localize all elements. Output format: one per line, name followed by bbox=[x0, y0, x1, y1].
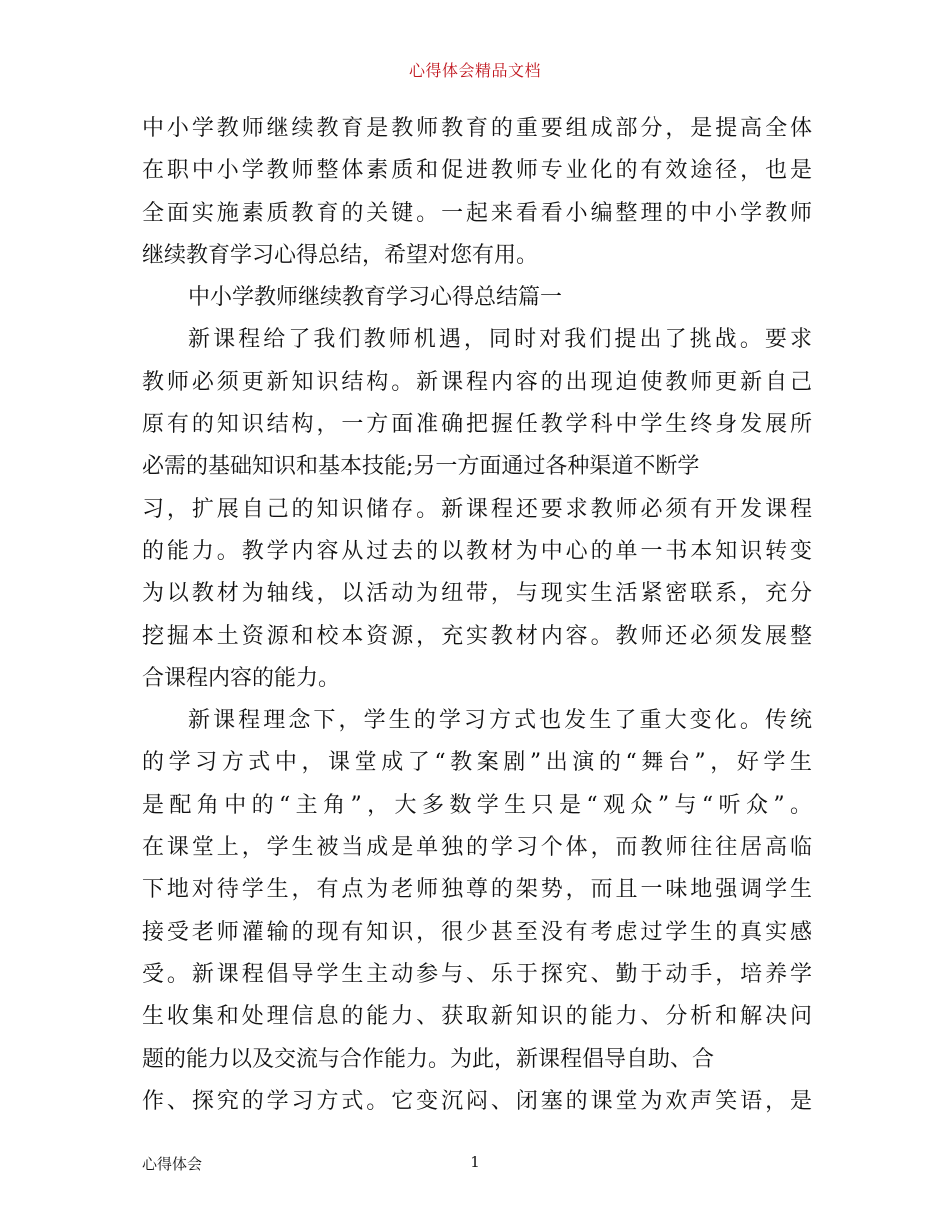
text-line: 题的能力以及交流与合作能力。为此，新课程倡导自助、合 bbox=[142, 1046, 715, 1072]
text-line: 教师必须更新知识结构。新课程内容的出现迫使教师更新自己 bbox=[142, 369, 812, 395]
text-line: 下地对待学生，有点为老师独尊的架势，而且一味地强调学生 bbox=[142, 877, 812, 903]
text-line: 是配角中的“主角”，大多数学生只是“观众”与“听众”。 bbox=[142, 792, 812, 818]
text-line: 新课程理念下，学生的学习方式也发生了重大变化。传统 bbox=[188, 708, 812, 734]
text-line: 必需的基础知识和基本技能;另一方面通过各种渠道不断学 bbox=[142, 454, 700, 480]
text-line: 为以教材为轴线，以活动为纽带，与现实生活紧密联系，充分 bbox=[142, 581, 812, 607]
text-line: 在课堂上，学生被当成是单独的学习个体，而教师往往居高临 bbox=[142, 835, 812, 861]
paragraph-2 bbox=[142, 700, 812, 1123]
text-line: 合课程内容的能力。 bbox=[142, 665, 341, 691]
text-line: 继续教育学习心得总结，希望对您有用。 bbox=[142, 242, 539, 268]
text-line: 挖掘本土资源和校本资源，充实教材内容。教师还必须发展整 bbox=[142, 623, 812, 649]
text-line: 在职中小学教师整体素质和促进教师专业化的有效途径，也是 bbox=[142, 158, 812, 184]
page-header-title: 心得体会精品文档 bbox=[408, 61, 541, 80]
text-line: 的学习方式中，课堂成了“教案剧”出演的“舞台”，好学生 bbox=[142, 750, 812, 776]
text-line: 中小学教师继续教育是教师教育的重要组成部分，是提高全体 bbox=[142, 116, 812, 141]
document-body bbox=[142, 108, 812, 1123]
text-line: 习，扩展自己的知识储存。新课程还要求教师必须有开发课程 bbox=[142, 496, 812, 522]
page-number: 1 bbox=[470, 1153, 480, 1171]
text-line: 新课程给了我们教师机遇，同时对我们提出了挑战。要求 bbox=[188, 327, 812, 353]
text-line: 接受老师灌输的现有知识，很少甚至没有考虑过学生的真实感 bbox=[142, 919, 812, 945]
text-line: 的能力。教学内容从过去的以教材为中心的单一书本知识转变 bbox=[142, 538, 812, 564]
paragraph-1 bbox=[142, 319, 812, 700]
text-line: 受。新课程倡导学生主动参与、乐于探究、勤于动手，培养学 bbox=[142, 961, 812, 987]
text-line: 作、探究的学习方式。它变沉闷、闭塞的课堂为欢声笑语，是 bbox=[142, 1088, 812, 1114]
text-line: 全面实施素质教育的关键。一起来看看小编整理的中小学教师 bbox=[142, 200, 812, 226]
footer-label: 心得体会 bbox=[142, 1155, 203, 1173]
section-heading: 中小学教师继续教育学习心得总结篇一 bbox=[188, 285, 563, 311]
text-line: 原有的知识结构，一方面准确把握任教学科中学生终身发展所 bbox=[142, 412, 812, 438]
intro-paragraph bbox=[142, 108, 812, 277]
text-line: 生收集和处理信息的能力、获取新知识的能力、分析和解决问 bbox=[142, 1004, 812, 1030]
